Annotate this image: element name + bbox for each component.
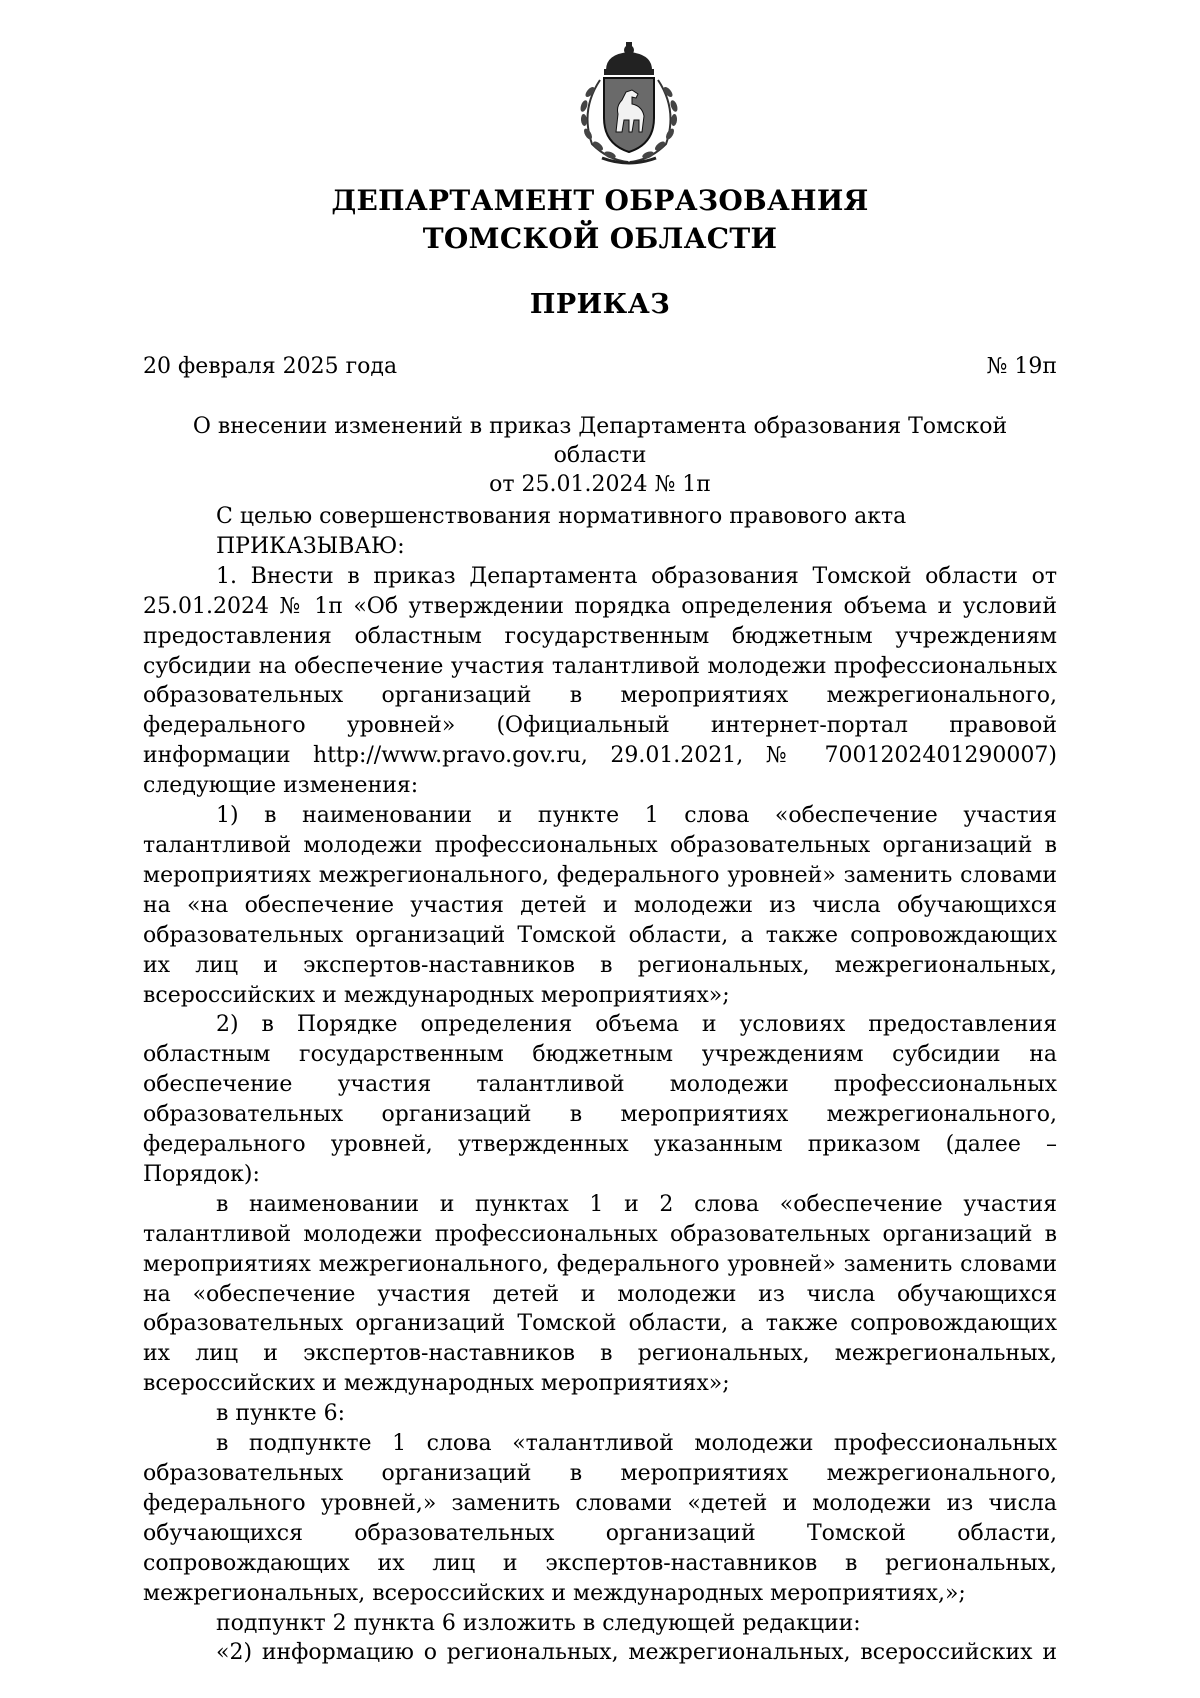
body-paragraph: в наименовании и пунктах 1 и 2 слова «обеспечение участия талантливой молодежи профессиональных образовательных организаций в мероприятиях межрегионального, федерального уровней» заменить словами на «обеспечение участия детей и молодежи из числа обучающихся образовательных организаций Томской области, а также сопровождающих их лиц и экспертов-наставников в региональных, межрегиональных, всероссийских и международных мероприятиях»; [143, 1191, 1057, 1397]
document-meta [143, 352, 1057, 382]
document-subject-line2: от 25.01.2024 № 1п [489, 472, 711, 497]
body-paragraph: подпункт 2 пункта 6 изложить в следующей редакции: [216, 1610, 861, 1636]
organization-name-line1: ДЕПАРТАМЕНТ ОБРАЗОВАНИЯ [331, 184, 869, 217]
body-paragraph: в подпункте 1 слова «талантливой молодежи профессиональных образовательных организаций в мероприятиях межрегионального, федерального уровней,» заменить словами «детей и молодежи из числа обучающихся образовательных организаций Томской области, сопровождающих их лиц и экспертов-наставников в региональных, межрегиональных, всероссийских и международных мероприятиях,»; [143, 1431, 1057, 1606]
body-paragraph: С целью совершенствования нормативного правового акта [216, 504, 907, 529]
document-type: ПРИКАЗ [529, 289, 671, 320]
body-paragraph: 1) в наименовании и пункте 1 слова «обеспечение участия талантливой молодежи профессиональных образовательных организаций в мероприятиях межрегионального, федерального уровней» заменить словами на «на обеспечение участия детей и молодежи из числа обучающихся образовательных организаций Томской области, а также сопровождающих их лиц и экспертов-наставников в региональных, межрегиональных, всероссийских и международных мероприятиях»; [143, 803, 1057, 1008]
document-body [143, 502, 1057, 1668]
organization-name-line2: ТОМСКОЙ ОБЛАСТИ [422, 222, 778, 255]
body-paragraph: 1. Внести в приказ Департамента образования Томской области от 25.01.2024 № 1п «Об утверждении порядка определения объема и условий предоставления областным государственным бюджетным учреждениям субсидии на обеспечение участия талантливой молодежи профессиональных образовательных организаций в мероприятиях межрегионального, федерального уровней» (Официальный интернет-портал правовой информации http://www.pravo.gov.ru, 29.01.2021, № 7001202401290007) следующие изменения: [143, 563, 1057, 799]
body-paragraph: ПРИКАЗЫВАЮ: [216, 533, 405, 559]
document-subject [160, 412, 1040, 499]
document-date: 20 февраля 2025 года [143, 354, 398, 379]
body-paragraph: «2) информацию о региональных, межрегиональных, всероссийских и [216, 1640, 1057, 1666]
document-subject-line1: О внесении изменений в приказ Департамента образования Томской области [192, 414, 1008, 468]
document-number: № 19п [986, 354, 1057, 379]
body-paragraph: в пункте 6: [216, 1401, 345, 1427]
organization-name [143, 182, 1057, 258]
body-paragraph: 2) в Порядке определения объема и условиях предоставления областным государственным бюджетным учреждениям субсидии на обеспечение участия талантливой молодежи профессиональных образовательных организаций в мероприятиях межрегионального, федерального уровней, утвержденных указанным приказом (далее – Порядок): [143, 1012, 1057, 1187]
tomsk-region-coat-of-arms-icon [562, 40, 696, 166]
